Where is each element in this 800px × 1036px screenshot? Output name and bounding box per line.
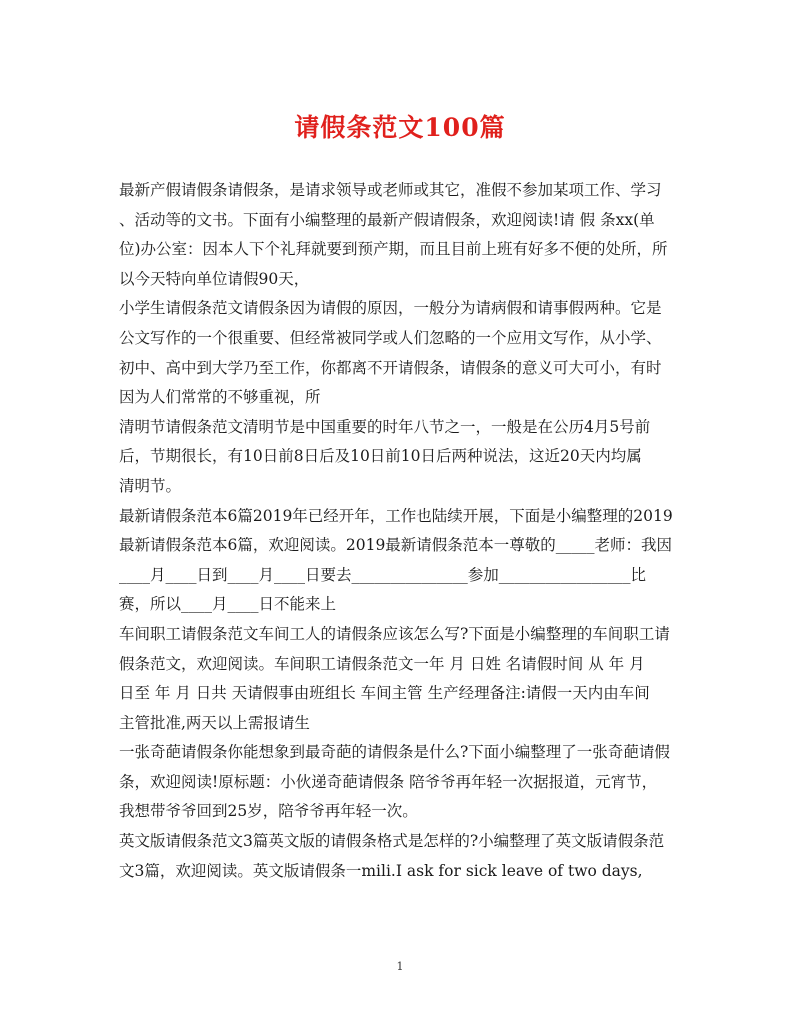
text-line: 、活动等的文书。下面有小编整理的最新产假请假条，欢迎阅读!请 假 条xx(单 bbox=[119, 210, 655, 229]
paragraph bbox=[119, 827, 679, 886]
text-line: 最新请假条范本6篇2019年已经开年，工作也陆续开展，下面是小编整理的2019 bbox=[119, 506, 673, 525]
text-line: 初中、高中到大学乃至工作，你都离不开请假条，请假条的意义可大可小，有时 bbox=[119, 358, 662, 377]
paragraph bbox=[119, 502, 679, 620]
text-line: 主管批准,两天以上需报请生 bbox=[119, 713, 310, 732]
text-line: 因为人们常常的不够重视，所 bbox=[119, 388, 321, 407]
text-line: 车间职工请假条范文车间工人的请假条应该怎么写?下面是小编整理的车间职工请 bbox=[119, 624, 670, 643]
text-line: 我想带爷爷回到25岁，陪爷爷再年轻一次。 bbox=[119, 802, 418, 821]
text-line: 英文版请假条范文3篇英文版的请假条格式是怎样的?小编整理了英文版请假条范 bbox=[119, 832, 665, 851]
text-line: 位)办公室：因本人下个礼拜就要到预产期，而且目前上班有好多不便的处所，所 bbox=[119, 240, 668, 259]
text-line: 假条范文，欢迎阅读。车间职工请假条范文一年 月 日姓 名请假时间 从 年 月 bbox=[119, 654, 645, 673]
document-title: 请假条范文100篇 bbox=[294, 113, 506, 142]
text-line: 文3篇，欢迎阅读。英文版请假条一mili.I ask for sick leave of two days, bbox=[119, 861, 643, 880]
text-line: 小学生请假条范文请假条因为请假的原因，一般分为请病假和请事假两种。它是 bbox=[119, 299, 662, 318]
text-line: 最新请假条范本6篇，欢迎阅读。2019最新请假条范本一尊敬的_____老师：我因 bbox=[119, 536, 673, 555]
text-line: 日至 年 月 日共 天请假事由班组长 车间主管 生产经理备注:请假一天内由车间 bbox=[119, 684, 650, 703]
paragraph bbox=[119, 620, 679, 738]
text-line: 以今天特向单位请假90天， bbox=[119, 269, 310, 288]
paragraph bbox=[119, 294, 679, 412]
text-line: 清明节。 bbox=[119, 476, 182, 495]
paragraph bbox=[119, 413, 679, 502]
text-line: 条，欢迎阅读!原标题：小伙递奇葩请假条 陪爷爷再年轻一次据报道，元宵节， bbox=[119, 772, 658, 791]
document-body bbox=[119, 176, 679, 886]
text-line: 后，节期很长，有10日前8日后及10日前10日后两种说法，这近20天内均属 bbox=[119, 447, 642, 466]
text-line: ____月____日到____月____日要去_______________参加_________________比 bbox=[119, 565, 647, 584]
paragraph bbox=[119, 738, 679, 827]
text-line: 一张奇葩请假条你能想象到最奇葩的请假条是什么?下面小编整理了一张奇葩请假 bbox=[119, 743, 670, 762]
text-line: 清明节请假条范文清明节是中国重要的时年八节之一，一般是在公历4月5号前 bbox=[119, 417, 651, 436]
page-number: 1 bbox=[396, 960, 404, 973]
text-line: 赛，所以____月____日不能来上 bbox=[119, 595, 337, 614]
text-line: 公文写作的一个很重要、但经常被同学或人们忽略的一个应用文写作，从小学、 bbox=[119, 328, 662, 347]
paragraph bbox=[119, 176, 679, 294]
text-line: 最新产假请假条请假条，是请求领导或老师或其它，准假不参加某项工作、学习 bbox=[119, 181, 662, 199]
